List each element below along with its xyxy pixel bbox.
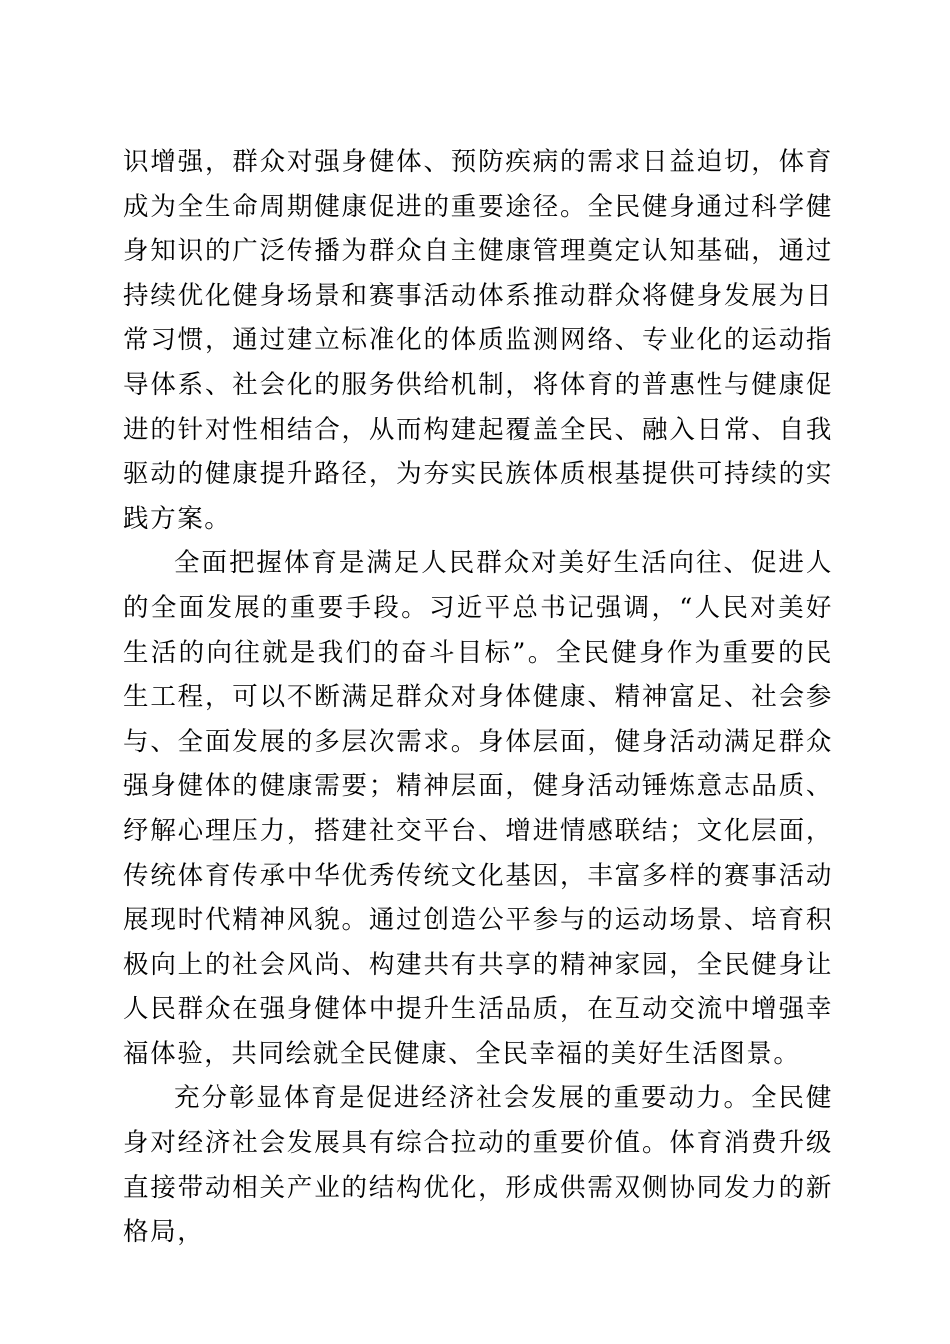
paragraph-2: 全面把握体育是满足人民群众对美好生活向往、促进人的全面发展的重要手段。习近平总书记强调，“人民对美好生活的向往就是我们的奋斗目标”。全民健身作为重要的民生工程，可以不断满足群众对身体健康、精神富足、社会参与、全面发展的多层次需求。身体层面，健身活动满足群众强身健体的健康需要；精神层面，健身活动锤炼意志品质、纾解心理压力，搭建社交平台、增进情感联结；文化层面，传统体育传承中华优秀传统文化基因，丰富多样的赛事活动展现时代精神风貌。通过创造公平参与的运动场景、培育积极向上的社会风尚、构建共有共享的精神家园，全民健身让人民群众在强身健体中提升生活品质，在互动交流中增强幸福体验，共同绘就全民健康、全民幸福的美好生活图景。 — [123, 548, 833, 1069]
paragraph-1: 识增强，群众对强身健体、预防疾病的需求日益迫切，体育成为全生命周期健康促进的重要途径。全民健身通过科学健身知识的广泛传播为群众自主健康管理奠定认知基础，通过持续优化健身场景和赛事活动体系推动群众将健身发展为日常习惯，通过建立标准化的体质监测网络、专业化的运动指导体系、社会化的服务供给机制，将体育的普惠性与健康促进的针对性相结合，从而构建起覆盖全民、融入日常、自我驱动的健康提升路径，为夯实民族体质根基提供可持续的实践方案。 — [123, 147, 833, 534]
document-body — [123, 140, 833, 1255]
paragraph-3: 充分彰显体育是促进经济社会发展的重要动力。全民健身对经济社会发展具有综合拉动的重要价值。体育消费升级直接带动相关产业的结构优化，形成供需双侧协同发力的新格局， — [123, 1083, 833, 1248]
